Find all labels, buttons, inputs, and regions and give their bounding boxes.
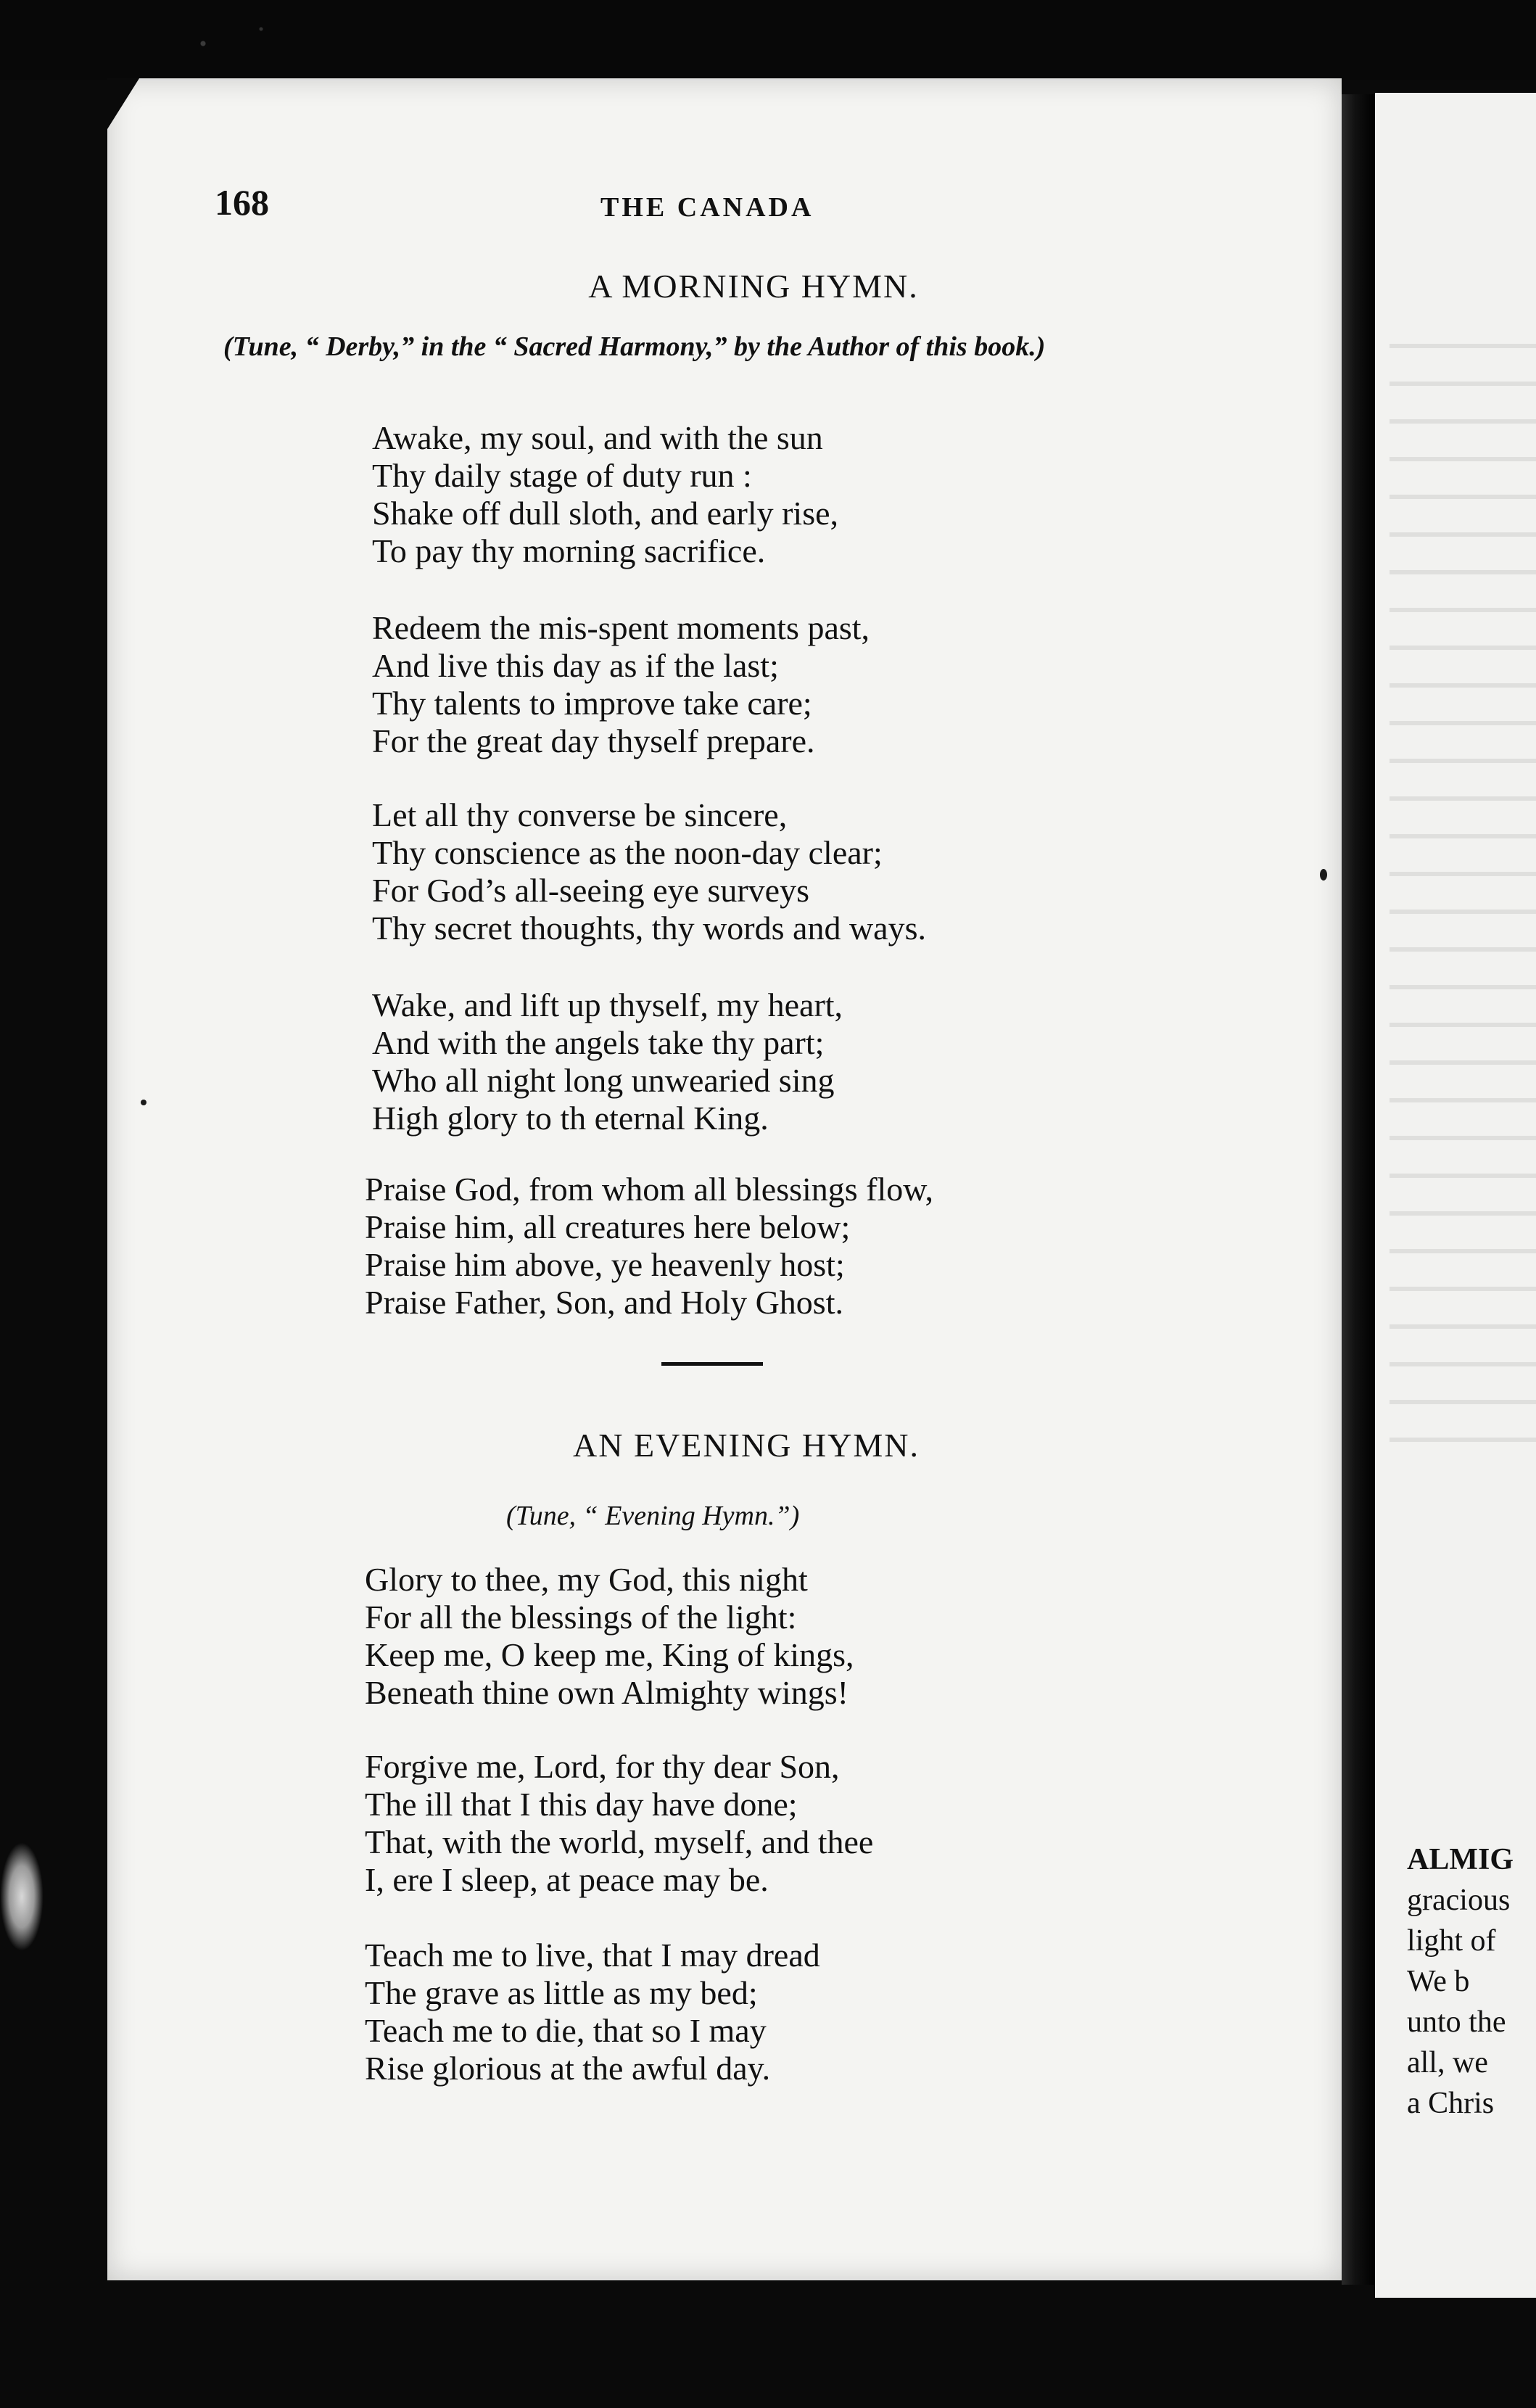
facing-page: [1375, 93, 1536, 2298]
verse-line: Thy conscience as the noon-day clear;: [372, 834, 883, 871]
evening-stanza-3: [365, 1937, 820, 2087]
verse-line: For the great day thyself prepare.: [372, 722, 815, 759]
verse-line: Redeem the mis-spent moments past,: [372, 609, 870, 646]
verse-line: To pay thy morning sacrifice.: [372, 532, 766, 569]
page-header: [107, 181, 1342, 225]
facing-line: all, we: [1407, 2046, 1488, 2079]
verse-line: Shake off dull sloth, and early rise,: [372, 495, 839, 532]
morning-stanza-4: [372, 986, 843, 1137]
verse-line: For all the blessings of the light:: [365, 1599, 797, 1636]
page-corner-fold: [107, 78, 139, 129]
verse-line: High glory to th eternal King.: [372, 1100, 769, 1137]
verse-line: Teach me to live, that I may dread: [365, 1937, 820, 1974]
verse-line: Thy talents to improve take care;: [372, 685, 812, 722]
verse-line: Praise God, from whom all blessings flow,: [365, 1171, 934, 1208]
verse-line: Awake, my soul, and with the sun: [372, 419, 823, 456]
verse-line: Rise glorious at the awful day.: [365, 2050, 771, 2087]
verse-line: The grave as little as my bed;: [365, 1974, 758, 2011]
running-head: THE CANADA: [600, 192, 814, 223]
scan-blemish: [0, 1842, 44, 1951]
ink-speck: [141, 1100, 146, 1105]
verse-line: Keep me, O keep me, King of kings,: [365, 1636, 854, 1673]
verse-line: Teach me to die, that so I may: [365, 2012, 767, 2049]
verse-line: Praise Father, Son, and Holy Ghost.: [365, 1284, 843, 1321]
verse-line: Who all night long unwearied sing: [372, 1062, 835, 1099]
verse-line: Wake, and lift up thyself, my heart,: [372, 986, 843, 1023]
evening-hymn-title: AN EVENING HYMN.: [573, 1427, 920, 1464]
evening-hymn-tune: (Tune, “ Evening Hymn.”): [506, 1501, 800, 1531]
page-number: 168: [215, 182, 269, 223]
morning-stanza-5: [365, 1171, 933, 1321]
book-gutter: [1342, 94, 1375, 2285]
evening-stanza-2: [365, 1748, 873, 1899]
verse-line: Thy secret thoughts, thy words and ways.: [372, 910, 926, 947]
facing-line: light of: [1407, 1924, 1496, 1958]
ink-speck: [1320, 869, 1327, 881]
facing-line: gracious: [1407, 1884, 1511, 1917]
verse-line: Let all thy converse be sincere,: [372, 796, 788, 833]
verse-line: Thy daily stage of duty run :: [372, 457, 752, 494]
evening-stanza-1: [365, 1561, 854, 1712]
verse-line: Praise him, all creatures here below;: [365, 1208, 851, 1245]
verse-line: The ill that I this day have done;: [365, 1786, 798, 1823]
morning-stanza-3: [372, 796, 926, 947]
verse-line: I, ere I sleep, at peace may be.: [365, 1861, 769, 1898]
scan-background: [0, 0, 1536, 80]
morning-hymn-title: A MORNING HYMN.: [588, 268, 919, 305]
verse-line: Glory to thee, my God, this night: [365, 1561, 808, 1598]
verse-line: Forgive me, Lord, for thy dear Son,: [365, 1748, 840, 1785]
facing-line: We b: [1407, 1965, 1470, 1998]
verse-line: Beneath thine own Almighty wings!: [365, 1674, 848, 1711]
verse-line: That, with the world, myself, and thee: [365, 1823, 874, 1860]
morning-hymn-tune: (Tune, “ Derby,” in the “ Sacred Harmony,” by the Author of this book.): [223, 331, 1046, 362]
verse-line: And live this day as if the last;: [372, 647, 779, 684]
bleed-through-text: [1390, 310, 1536, 1471]
section-divider: [661, 1362, 763, 1366]
morning-stanza-1: [372, 419, 838, 570]
facing-line: unto the: [1407, 2005, 1506, 2039]
facing-line: ALMIG: [1407, 1843, 1514, 1876]
morning-stanza-2: [372, 609, 870, 760]
verse-line: Praise him above, ye heavenly host;: [365, 1246, 845, 1283]
facing-page-text: [1407, 1839, 1514, 2124]
facing-line: a Chris: [1407, 2087, 1495, 2120]
verse-line: And with the angels take thy part;: [372, 1024, 825, 1061]
verse-line: For God’s all-seeing eye surveys: [372, 872, 809, 909]
left-page: [107, 78, 1342, 2280]
